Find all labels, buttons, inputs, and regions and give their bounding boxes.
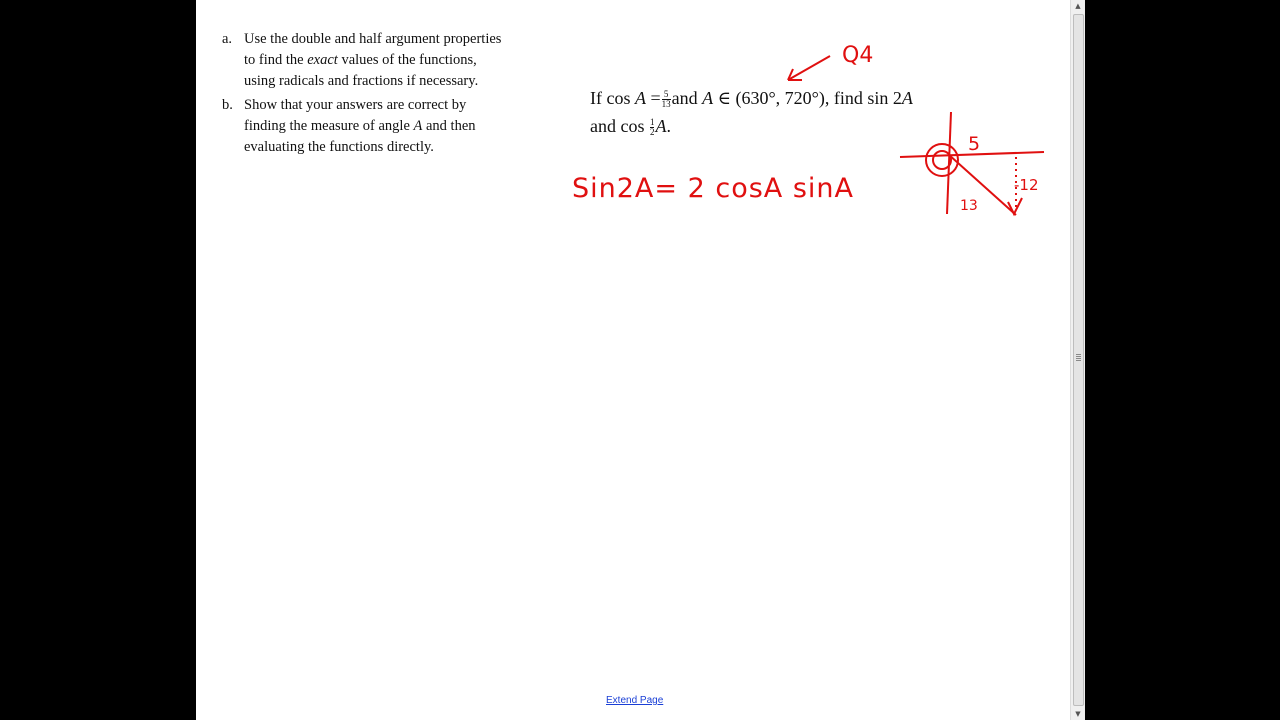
side-5-label: 5 (968, 133, 981, 155)
instruction-a-line1: Use the double and half argument properties (244, 31, 502, 47)
instruction-a-line3: using radicals and fractions if necessary. (244, 73, 479, 89)
document-page (196, 0, 1070, 720)
instruction-a-line2: to find the exact values of the functions, (244, 52, 477, 68)
fraction-1-2: $\frac{1}{2}$ (649, 117, 655, 138)
scroll-down-arrow-icon[interactable]: ▼ (1075, 710, 1081, 718)
scroll-up-arrow-icon[interactable]: ▲ (1075, 2, 1081, 10)
question-line1: If cos A = $\frac{5}{13}$ and A ∈ (630°, 720°), find sin 2A (590, 88, 913, 110)
instruction-a-label: a. (222, 31, 233, 47)
terminal-side-stroke (948, 154, 1016, 215)
vertical-scrollbar[interactable] (1070, 0, 1085, 720)
scrollbar-thumb[interactable] (1073, 14, 1084, 706)
extend-page-link[interactable]: Extend Page (606, 695, 664, 706)
scrollbar-grip-icon (1076, 354, 1081, 362)
hypotenuse-13-label: 13 (960, 198, 978, 214)
q4-label: Q4 (842, 43, 874, 68)
question-line2: and cos $\frac{1}{2}$ A. (590, 116, 671, 138)
double-angle-formula: Sin2A= 2 cosA sinA (572, 173, 855, 204)
instruction-b-label: b. (222, 97, 233, 113)
instruction-a-emphasis: exact (307, 52, 338, 68)
pointer-arrow (788, 56, 830, 80)
side-neg12-label: -12 (1014, 176, 1039, 194)
instruction-b-line3: evaluating the functions directly. (244, 139, 434, 155)
handwritten-annotations (196, 0, 1070, 720)
instruction-b-line1: Show that your answers are correct by (244, 97, 467, 113)
instruction-b-line2: finding the measure of angle A and then (244, 118, 476, 134)
fraction-5-13: $\frac{5}{13}$ (661, 89, 671, 110)
